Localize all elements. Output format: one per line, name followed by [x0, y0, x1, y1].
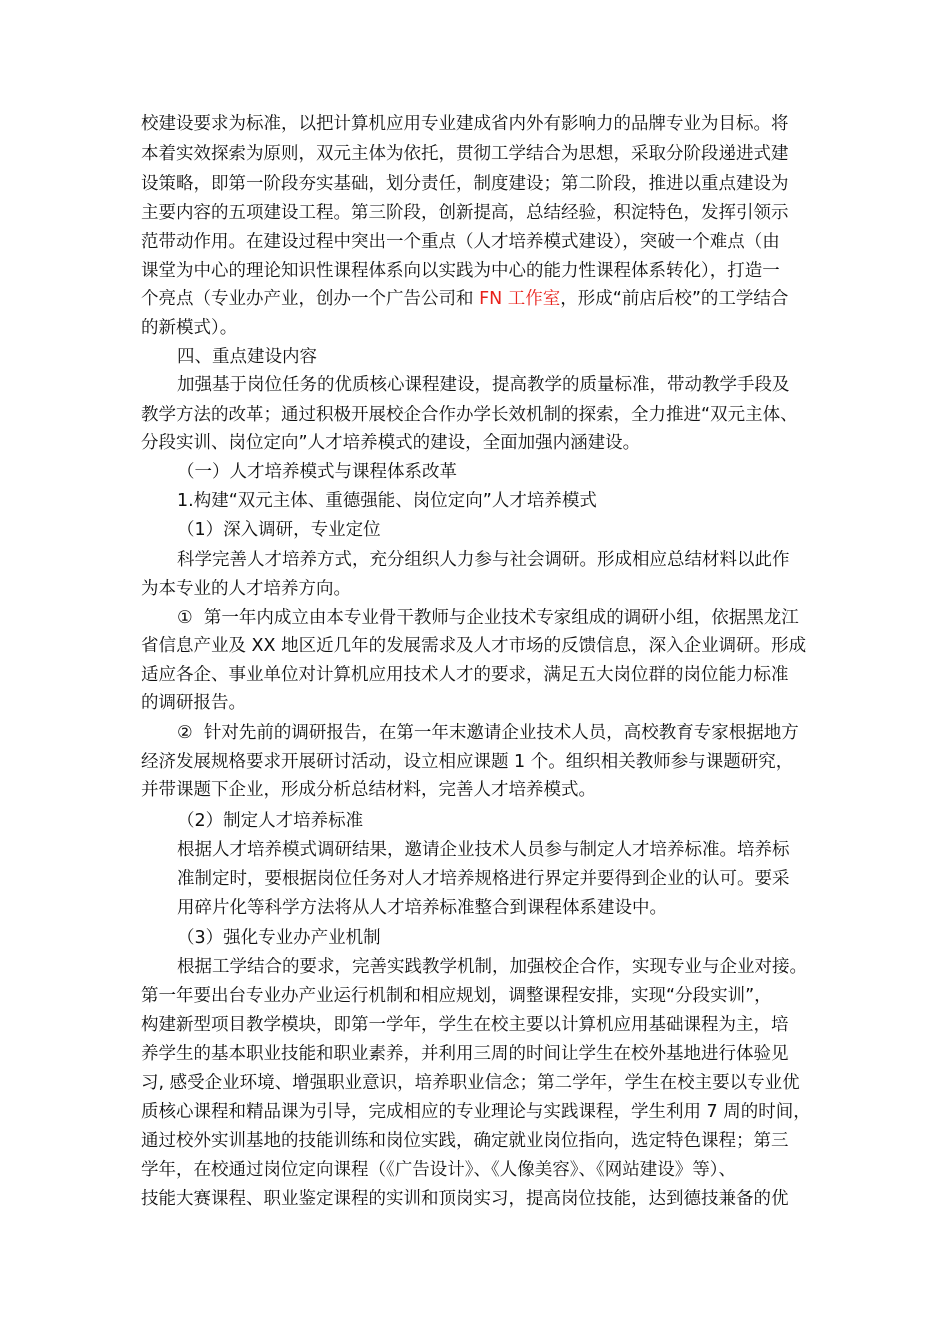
item-heading: （3）强化专业办产业机制: [177, 928, 381, 948]
text-line: 本着实效探索为原则，双元主体为依托，贯彻工学结合为思想，采取分阶段递进式建: [141, 144, 789, 164]
text-line: 的新模式）。: [141, 318, 238, 338]
text-line: 质核心课程和精品课为引导，完成相应的专业理论与实践课程，学生利用 7 周的时间，: [141, 1102, 811, 1122]
text-line: 分段实训、岗位定向”人才培养模式的建设，全面加强内涵建设。: [141, 433, 641, 453]
text-line: 加强基于岗位任务的优质核心课程建设，提高教学的质量标准，带动教学手段及: [177, 375, 790, 395]
text-line: 准制定时，要根据岗位任务对人才培养规格进行界定并要得到企业的认可。要采: [177, 869, 790, 889]
item-heading: （1）深入调研，专业定位: [177, 520, 381, 540]
item-heading: （2）制定人才培养标准: [177, 811, 364, 831]
text-segment: ，形成“前店后校”的工学结合: [560, 289, 789, 309]
highlighted-term: FN 工作室: [479, 289, 561, 309]
text-line: 根据工学结合的要求，完善实践教学机制，加强校企合作，实现专业与企业对接。: [177, 957, 807, 977]
text-segment: 个亮点（专业办产业，创办一个广告公司和: [141, 289, 480, 309]
text-line: 范带动作用。在建设过程中突出一个重点（人才培养模式建设），突破一个难点（由: [141, 232, 780, 252]
text-line: 用碎片化等科学方法将从人才培养标准整合到课程体系建设中。: [177, 898, 667, 918]
text-line: 设策略，即第一阶段夯实基础，划分责任，制度建设；第二阶段，推进以重点建设为: [141, 174, 789, 194]
section-heading: 四、重点建设内容: [177, 347, 317, 367]
text-line: 科学完善人才培养方式，充分组织人力参与社会调研。形成相应总结材料以此作: [177, 550, 790, 570]
text-line: 课堂为中心的理论知识性课程体系向以实践为中心的能力性课程体系转化），打造一: [141, 261, 780, 281]
text-line: ① 第一年内成立由本专业骨干教师与企业技术专家组成的调研小组，依据黑龙江: [177, 608, 799, 628]
text-line: 根据人才培养模式调研结果，邀请企业技术人员参与制定人才培养标准。培养标: [177, 840, 790, 860]
text-line: 校建设要求为标准，以把计算机应用专业建成省内外有影响力的品牌专业为目标。将: [141, 114, 789, 134]
text-line: 的调研报告。: [141, 693, 246, 713]
text-line: 省信息产业及 XX 地区近几年的发展需求及人才市场的反馈信息，深入企业调研。形成: [141, 636, 807, 656]
text-line: 养学生的基本职业技能和职业素养，并利用三周的时间让学生在校外基地进行体验见: [141, 1044, 789, 1064]
text-line: 主要内容的五项建设工程。第三阶段，创新提高，总结经验，积淀特色，发挥引领示: [141, 203, 789, 223]
text-line: 习, 感受企业环境、增强职业意识，培养职业信念；第二学年，学生在校主要以专业优: [141, 1073, 800, 1093]
text-line-with-highlight: [141, 287, 788, 311]
subsection-heading: 1.构建“双元主体、重德强能、岗位定向”人才培养模式: [177, 491, 597, 511]
text-line: 为本专业的人才培养方向。: [141, 579, 351, 599]
subsection-heading: （一）人才培养模式与课程体系改革: [177, 462, 457, 482]
text-line: 经济发展规格要求开展研讨活动，设立相应课题 1 个。组织相关教师参与课题研究，: [141, 752, 794, 772]
text-line: 并带课题下企业，形成分析总结材料，完善人才培养模式。: [141, 780, 596, 800]
text-line: ② 针对先前的调研报告，在第一年末邀请企业技术人员，高校教育专家根据地方: [177, 723, 799, 743]
text-line: 技能大赛课程、职业鉴定课程的实训和顶岗实习，提高岗位技能，达到德技兼备的优: [141, 1189, 789, 1209]
text-line: 构建新型项目教学模块，即第一学年，学生在校主要以计算机应用基础课程为主，培: [141, 1015, 789, 1035]
text-line: 通过校外实训基地的技能训练和岗位实践，确定就业岗位指向，选定特色课程；第三: [141, 1131, 789, 1151]
text-line: 教学方法的改革；通过积极开展校企合作办学长效机制的探索，全力推进“双元主体、: [141, 405, 798, 425]
text-line: 学年，在校通过岗位定向课程（《广告设计》、《人像美容》、《网站建设》等）、: [141, 1160, 736, 1180]
text-line: 适应各企、事业单位对计算机应用技术人才的要求，满足五大岗位群的岗位能力标准: [141, 665, 789, 685]
text-line: 第一年要出台专业办产业运行机制和相应规划，调整课程安排，实现“分段实训”，: [141, 986, 772, 1006]
